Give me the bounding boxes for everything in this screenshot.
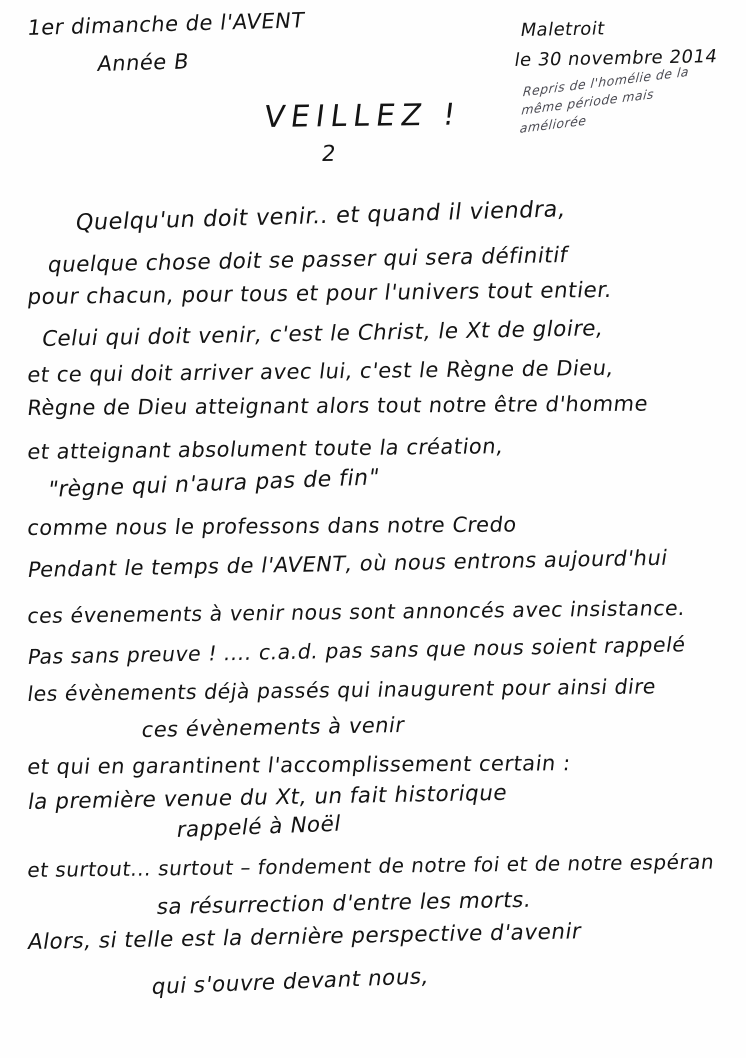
body-line: sa résurrection d'entre les morts. — [155, 887, 534, 920]
body-line: ces évènements à venir — [140, 712, 407, 742]
body-line: les évènements déjà passés qui inaugurent pour ainsi dire — [26, 674, 658, 706]
header-right-date: le 30 novembre 2014 — [513, 46, 719, 71]
body-line: et qui en garantinent l'accomplissement certain : — [26, 751, 573, 779]
body-line: Quelqu'un doit venir.. et quand il viendra, — [74, 196, 568, 236]
header-left-line-2: Année B — [96, 49, 191, 76]
body-line: et ce qui doit arriver avec lui, c'est le Règne de Dieu, — [26, 355, 616, 387]
body-line: Pas sans preuve ! .... c.a.d. pas sans que nous soient rappelé — [26, 632, 688, 669]
body-line: rappelé à Noël — [175, 811, 343, 843]
body-line: la première venue du Xt, un fait historique — [26, 780, 510, 815]
header-marginal-note: Repris de l'homélie de la même période mais améliorée — [519, 63, 690, 137]
body-line: quelque chose doit se passer qui sera définitif — [46, 242, 570, 278]
body-line: Règne de Dieu atteignant alors tout notre être d'homme — [26, 391, 650, 420]
page-title: VEILLEZ ! — [262, 97, 464, 135]
header-left-line-1: 1er dimanche de l'AVENT — [26, 8, 307, 41]
page-number: 2 — [320, 141, 338, 167]
body-line: et atteignant absolument toute la création, — [26, 434, 505, 464]
body-line: et surtout... surtout – fondement de notre foi et de notre espéran — [26, 849, 716, 882]
body-line: Pendant le temps de l'AVENT, où nous entrons aujourd'hui — [26, 545, 670, 582]
body-line: qui s'ouvre devant nous, — [150, 964, 431, 1000]
body-line: Celui qui doit venir, c'est le Christ, le Xt de gloire, — [40, 316, 606, 352]
body-line: pour chacun, pour tous et pour l'univers tout entier. — [26, 277, 614, 310]
body-line: ces évenements à venir nous sont annoncés avec insistance. — [26, 595, 687, 628]
body-line: Alors, si telle est la dernière perspective d'avenir — [26, 919, 584, 955]
body-line: comme nous le professons dans notre Credo — [26, 512, 519, 540]
body-line: "règne qui n'aura pas de fin" — [46, 465, 382, 503]
header-right-place: Maletroit — [519, 18, 607, 41]
